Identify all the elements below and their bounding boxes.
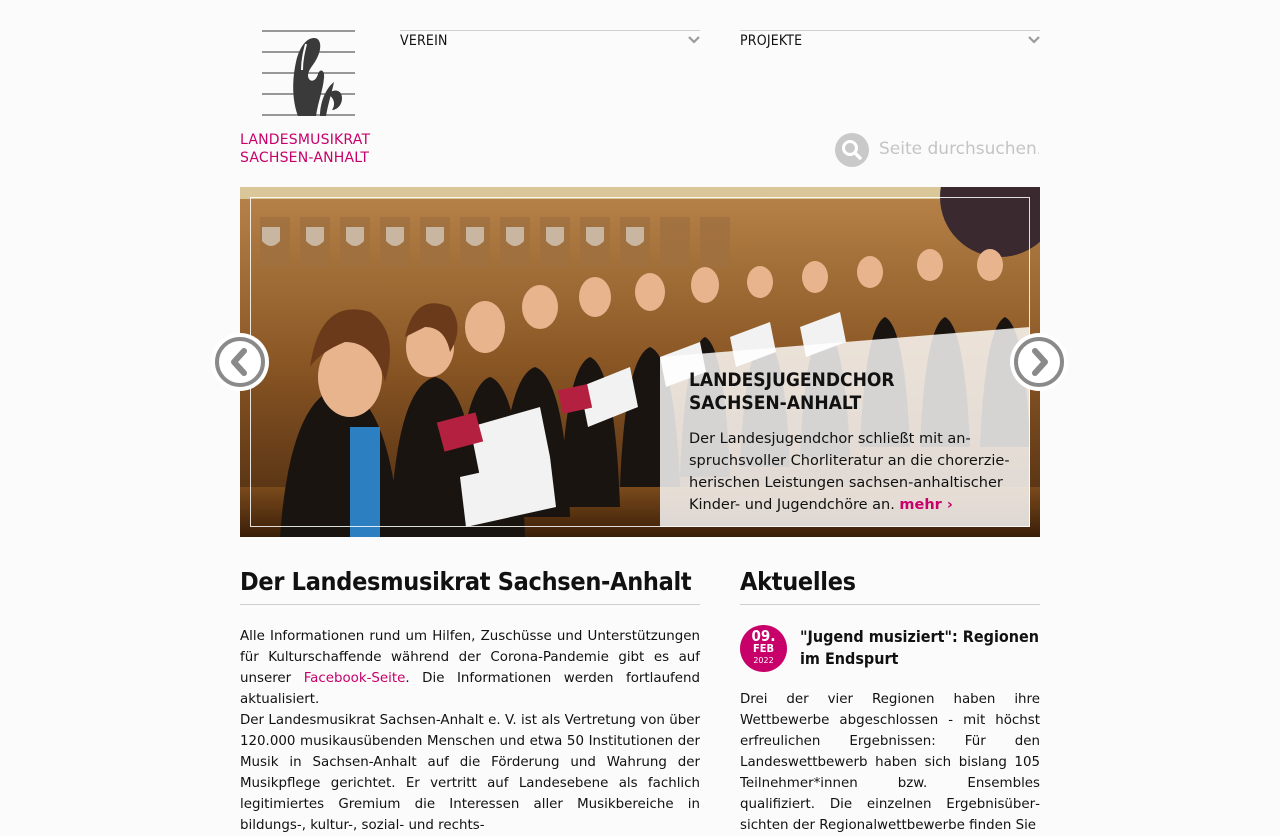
search-button[interactable]: [835, 133, 869, 167]
news-heading: Aktuelles: [740, 567, 856, 596]
slider-caption: [660, 327, 1030, 527]
slider-prev-button[interactable]: [211, 333, 269, 391]
chevron-down-icon: [688, 35, 700, 45]
logo-line-1: LANDESMUSIKRAT: [240, 132, 371, 148]
nav-item-label: PROJEKTE: [740, 33, 803, 49]
chevron-right-icon: [1026, 347, 1052, 377]
site-logo[interactable]: [240, 30, 390, 170]
search-box[interactable]: [835, 133, 1040, 167]
nav-item-label: VEREIN: [400, 33, 448, 49]
slide-title-line-2: SACHSEN-ANHALT: [689, 392, 862, 414]
nav-item-projekte[interactable]: [740, 30, 1040, 55]
chevron-down-icon: [1028, 35, 1040, 45]
search-input[interactable]: [879, 136, 1039, 162]
slide-text: [689, 428, 1014, 516]
nav-item-verein[interactable]: [400, 30, 700, 55]
news-item-text: Drei der vier Regionen haben ihre Wettbewerbe abgeschlossen - mit höchst erfreulichen Ergebnissen: Für den Landeswettbewerb haben sich bislang 105 Teilnehmer*innen bzw. Ensembles qualifiziert. Die einzelnen Ergebnisübersichten der Regionalwettbewerbe finden Sie: [740, 692, 1040, 833]
about-paragraph: Der Landesmusikrat Sachsen-Anhalt e. V. ist als Vertretung von über 120.000 musikausübenden Menschen und etwa 50 Institutionen der Musik in Sachsen-Anhalt auf die Förderung und Wahrung der Musikpflege gerichtet. Er vertritt auf Landesebene als fachlich legitimiertes Gremium die Interessen aller Musikbereiche in bildungs-, kultur-, sozial- und rechts-: [240, 713, 700, 833]
chevron-left-icon: [227, 347, 253, 377]
intro-paragraph: [240, 626, 700, 710]
news-item-title[interactable]: "Jugend musiziert": Regionen im Endspurt: [800, 627, 1040, 668]
news-date-day: 09.: [751, 627, 776, 645]
hero-slider[interactable]: [240, 187, 1040, 537]
news-date-month: FEB: [752, 642, 775, 655]
slide-title: [689, 369, 1019, 415]
slide-description: Der Landesjugendchor schließt mit anspruchsvoller Chorliteratur an die chorerzieherischen Leistungen sachsen-anhaltischer Kinder- und Jugendchöre an.: [689, 431, 1010, 513]
logo-wordmark: [240, 131, 370, 167]
logo-line-2: SACHSEN-ANHALT: [240, 150, 370, 166]
slide-more-link[interactable]: mehr ›: [899, 497, 953, 513]
search-icon: [835, 133, 869, 167]
slider-next-button[interactable]: [1010, 333, 1068, 391]
news-date-year: 2022: [753, 656, 774, 665]
main-heading: Der Landesmusikrat Sachsen-Anhalt: [240, 567, 692, 596]
slide-title-line-1: LANDESJUGENDCHOR: [689, 369, 895, 391]
facebook-link[interactable]: Facebook-Seite: [303, 671, 406, 686]
intro-text-end: . Die Informationen werden fortlaufend aktualisiert.: [240, 671, 700, 707]
news-date-badge: [740, 625, 787, 672]
intro-text: Alle Informationen rund um Hilfen, Zuschüsse und Unterstützungen für Kulturschaffende während der Corona-Pandemie gibt es auf unserer: [240, 629, 700, 686]
main-heading-divider: [240, 604, 700, 605]
logo-music-staff-icon: [262, 30, 357, 125]
news-heading-divider: [740, 604, 1040, 605]
